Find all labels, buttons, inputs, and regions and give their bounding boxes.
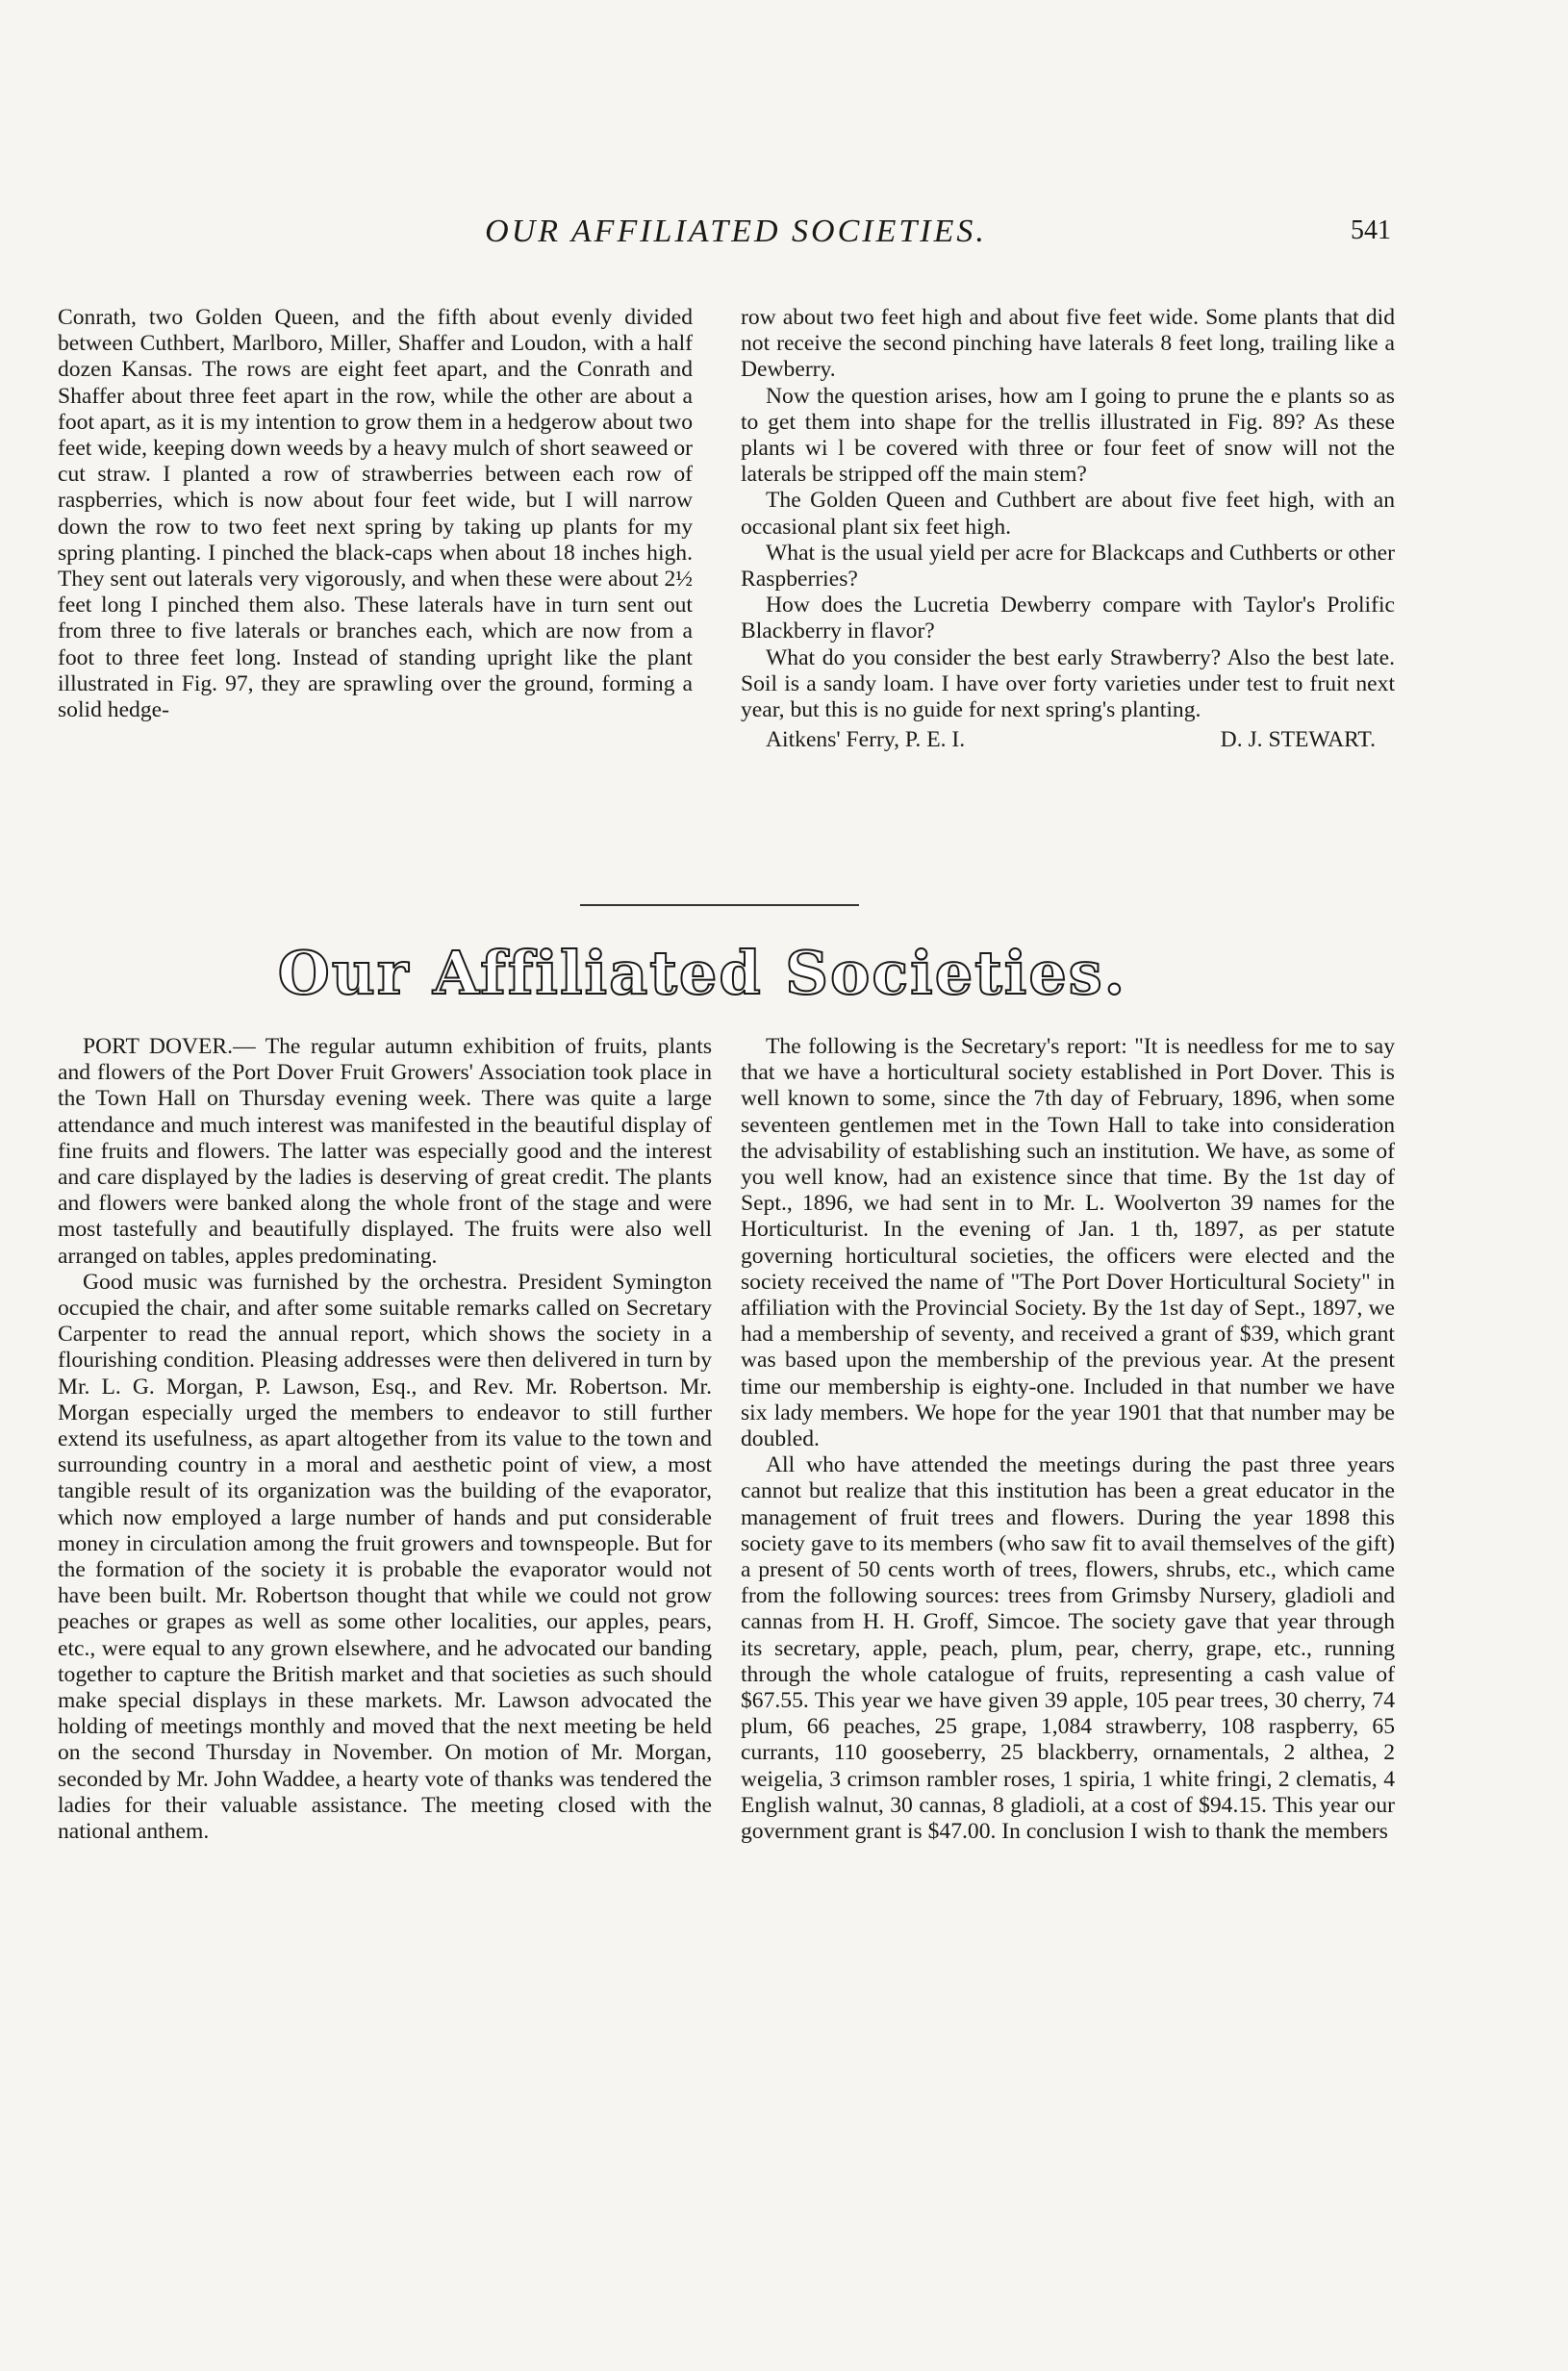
article-paragraph: How does the Lucretia Dewberry compare with Taylor's Prolific Blackberry in flavor? (741, 593, 1395, 644)
article-paragraph: What do you consider the best early Strawberry? Also the best late. Soil is a sandy loam. I have over forty varieties under test to fruit next year, but this is no guide for next spring's planting. (741, 644, 1395, 723)
section-heading: Our Affiliated Societies. (277, 938, 1127, 1008)
article-paragraph: What is the usual yield per acre for Blackcaps and Cuthberts or other Raspberries? (741, 540, 1395, 593)
section-divider (580, 904, 859, 906)
signature-line (741, 727, 1395, 753)
article-paragraph: The following is the Secretary's report: "It is needless for me to say that we have a horticultural society established in Port Dover. This is well known to some, since the 7th day of February, 1896, when some seventeen gentlemen met in the Town Hall to take into consideration the advisability of establishing such an institution. We have, as some of you well know, had an existence since that time. By the 1st day of Sept., 1896, we had sent in to Mr. L. Woolverton 39 names for the Horticulturist. In the evening of Jan. 1 th, 1897, as per statute governing horticultural societies, the officers were elected and the society received the name of "The Port Dover Horticultural Society" in affiliation with the Provincial Society. By the 1st day of Sept., 1897, we had a membership of seventy, and received a grant of $39, which grant was based upon the membership of the previous year. At the present time our membership is eighty-one. Included in that number we have six lady members. We hope for the year 1901 that that number may be doubled. (741, 1034, 1395, 1452)
top-article-right-column (741, 305, 1395, 753)
article-paragraph: Now the question arises, how am I going to prune the e plants so as to get them into shape for the trellis illustrated in Fig. 89? As these plants wi l be covered with three or four feet of snow will not the laterals be stripped off the main stem? (741, 383, 1395, 488)
port-dover-right-column (741, 1034, 1395, 1845)
running-header: OUR AFFILIATED SOCIETIES. (485, 214, 987, 249)
article-paragraph: The Golden Queen and Cuthbert are about five feet high, with an occasional plant six feet high. (741, 488, 1395, 540)
page-number: 541 (1351, 215, 1391, 245)
article-paragraph: Good music was furnished by the orchestra. President Symington occupied the chair, and after some suitable remarks called on Secretary Carpenter to read the annual report, which shows the society in a flourishing condition. Pleasing addresses were then delivered in turn by Mr. L. G. Morgan, P. Lawson, Esq., and Rev. Mr. Robertson. Mr. Morgan especially urged the members to endeavor to still further extend its usefulness, as apart altogether from its value to the town and surrounding country in a moral and aesthetic point of view, a most tangible result of its organization was the building of the evaporator, which now employed a large number of hands and put considerable money in circulation among the fruit growers and townspeople. But for the formation of the society it is probable the evaporator would not have been built. Mr. Robertson thought that while we could not grow peaches or grapes as well as some other localities, our apples, pears, etc., were equal to any grown elsewhere, and he advocated our banding together to capture the British market and that societies as such should make special displays in these markets. Mr. Lawson advocated the holding of meetings monthly and moved that the next meeting be held on the second Thursday in November. On motion of Mr. Morgan, seconded by Mr. John Waddee, a hearty vote of thanks was tendered the ladies for their valuable assistance. The meeting closed with the national anthem. (58, 1269, 712, 1845)
signature-name: D. J. STEWART. (1220, 727, 1376, 753)
article-paragraph: Conrath, two Golden Queen, and the fifth about evenly divided between Cuthbert, Marlboro, Miller, Shaffer and Loudon, with a half dozen Kansas. The rows are eight feet apart, and the Conrath and Shaffer about three feet apart in the row, while the other are about a foot apart, as it is my intention to grow them in a hedgerow about two feet wide, keeping down weeds by a heavy mulch of short seaweed or cut straw. I planted a row of strawberries between each row of raspberries, which is now about four feet wide, but I will narrow down the row to two feet next spring by taking up plants for my spring planting. I pinched the black-caps when about 18 inches high. They sent out laterals very vigorously, and when these were about 2½ feet long I pinched them also. These laterals have in turn sent out from three to five laterals or branches each, which are now from a foot to three feet long. Instead of standing upright like the plant illustrated in Fig. 97, they are sprawling over the ground, forming a solid hedge- (58, 305, 693, 723)
port-dover-left-column (58, 1034, 712, 1845)
article-paragraph: All who have attended the meetings during the past three years cannot but realize that this institution has been a great educator in the management of fruit trees and flowers. During the year 1898 this society gave to its members (who saw fit to avail themselves of the gift) a present of 50 cents worth of trees, flowers, shrubs, etc., which came from the following sources: trees from Grimsby Nursery, gladioli and cannas from H. H. Groff, Simcoe. The society gave that year through its secretary, apple, peach, plum, pear, cherry, grape, etc., running through the whole catalogue of fruits, representing a cash value of $67.55. This year we have given 39 apple, 105 pear trees, 30 cherry, 74 plum, 66 peaches, 25 grape, 1,084 strawberry, 108 raspberry, 65 currants, 110 gooseberry, 25 blackberry, ornamentals, 2 althea, 2 weigelia, 3 crimson rambler roses, 1 spiria, 1 white fringi, 2 clematis, 4 English walnut, 30 cannas, 8 gladioli, at a cost of $94.15. This year our government grant is $47.00. In conclusion I wish to thank the members (741, 1452, 1395, 1845)
top-article-left-column (58, 305, 693, 723)
lead-in: PORT DOVER. (83, 1034, 234, 1059)
signature-place: Aitkens' Ferry, P. E. I. (766, 727, 966, 753)
paragraph-text: — The regular autumn exhibition of fruits, plants and flowers of the Port Dover Fruit Growers' Association took place in the Town Hall on Thursday evening week. There was quite a large attendance and much interest was manifested in the beautiful display of fine fruits and flowers. The latter was especially good and the interest and care displayed by the ladies is deserving of great credit. The plants and flowers were banked along the whole front of the stage and were most tastefully and beautifully displayed. The fruits were also well arranged on tables, apples predominating. (58, 1034, 712, 1269)
article-paragraph (58, 1034, 712, 1270)
article-paragraph: row about two feet high and about five feet wide. Some plants that did not receive the second pinching have laterals 8 feet long, trailing like a Dewberry. (741, 305, 1395, 383)
